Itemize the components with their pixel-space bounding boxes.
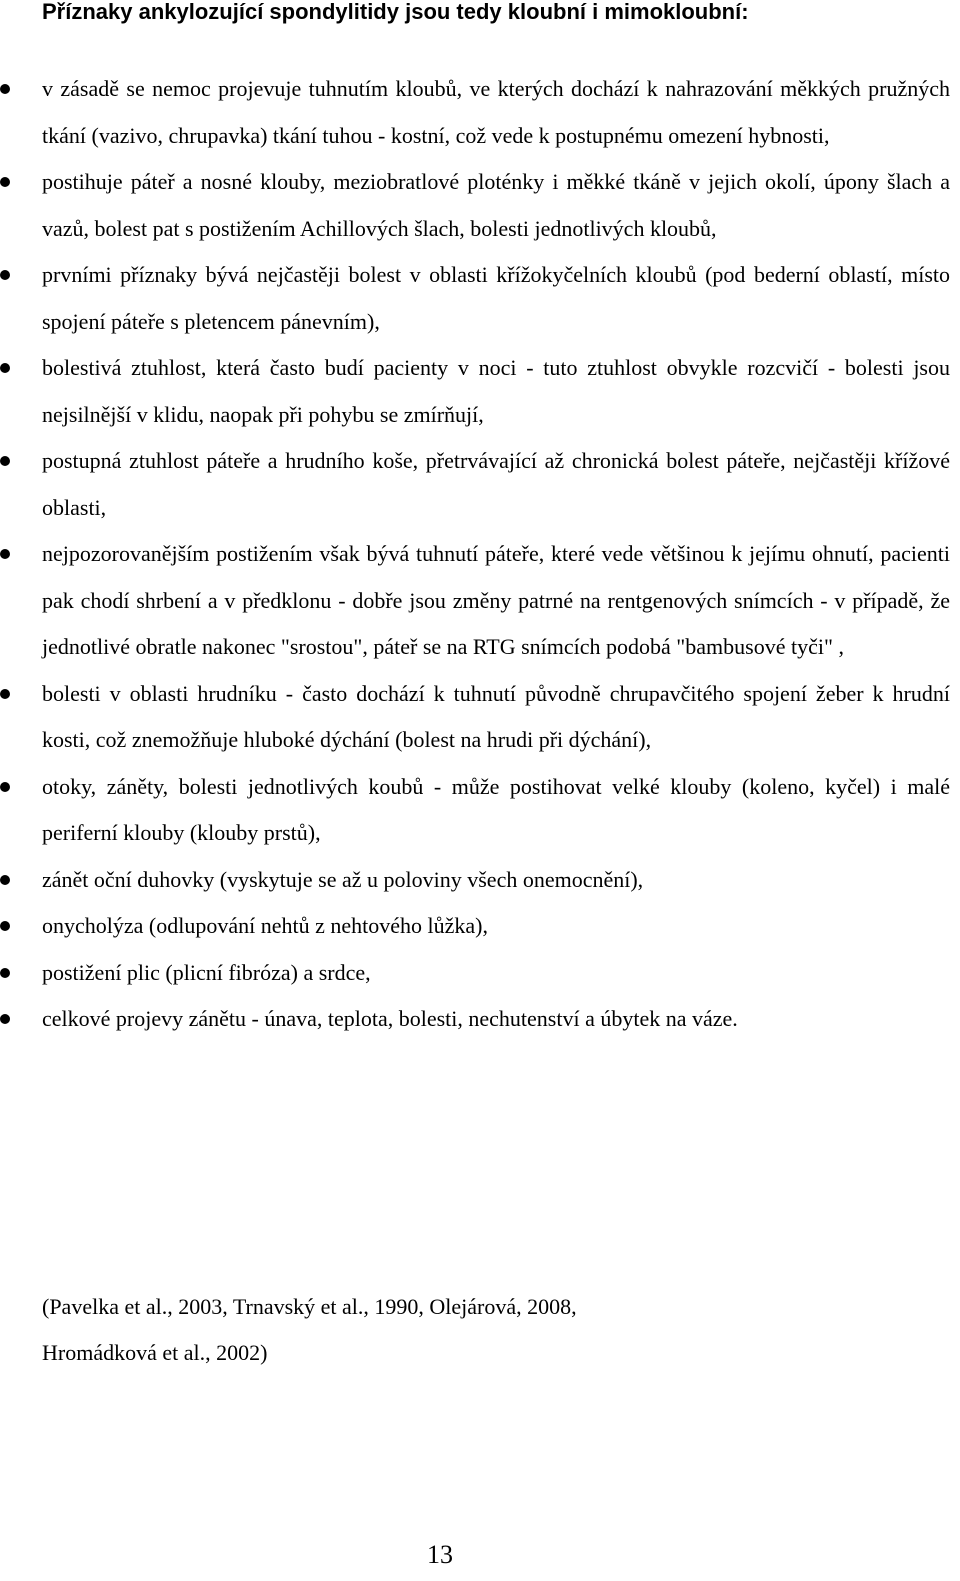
bullet-icon	[0, 689, 10, 699]
list-item	[0, 66, 950, 159]
list-item	[0, 950, 950, 997]
list-item-text: postižení plic (plicní fibróza) a srdce,	[42, 959, 371, 985]
list-item	[0, 996, 950, 1043]
bullet-icon	[0, 875, 10, 885]
bullet-icon	[0, 363, 10, 373]
list-item-text: otoky, záněty, bolesti jednotlivých koubů - může postihovat velké klouby (koleno, kyčel) i malé periferní klouby (klouby prstů),	[42, 773, 950, 845]
list-item	[0, 764, 950, 857]
citation-line-1: (Pavelka et al., 2003, Trnavský et al., 1990, Olejárová, 2008,	[42, 1294, 577, 1319]
list-item	[0, 531, 950, 671]
citation	[42, 1284, 922, 1376]
list-item-text: zánět oční duhovky (vyskytuje se až u poloviny všech onemocnění),	[42, 866, 644, 892]
bullet-icon	[0, 456, 10, 466]
list-item-text: nejpozorovanějším postižením však bývá tuhnutí páteře, které vede většinou k jejímu ohnutí, pacienti pak chodí shrbení a v předklonu - dobře jsou změny patrné na rentgenových snímcích - v případě, že jednotlivé obratle nakonec "srostou", páteř se na RTG snímcích podobá "bambusové tyči" ,	[42, 541, 950, 659]
bullet-icon	[0, 84, 10, 94]
list-item-text: postihuje páteř a nosné klouby, meziobratlové ploténky i měkké tkáně v jejich okolí, úpony šlach a vazů, bolest pat s postižením Achillových šlach, bolesti jednotlivých kloubů,	[42, 169, 950, 241]
citation-line-2: Hromádková et al., 2002)	[42, 1340, 268, 1365]
list-item-text: celkové projevy zánětu - únava, teplota, bolesti, nechutenství a úbytek na váze.	[42, 1006, 738, 1031]
list-item	[0, 903, 950, 950]
list-item	[0, 671, 950, 764]
bullet-icon	[0, 968, 10, 978]
list-item-text: prvními příznaky bývá nejčastěji bolest v oblasti křížokyčelních kloubů (pod bederní oblastí, místo spojení páteře s pletencem pánevním),	[42, 262, 950, 334]
list-item	[0, 857, 950, 904]
list-item-text: v zásadě se nemoc projevuje tuhnutím kloubů, ve kterých dochází k nahrazování měkkých pružných tkání (vazivo, chrupavka) tkání tuhou - kostní, což vede k postupnému omezení hybnosti,	[42, 76, 950, 148]
section-heading: Příznaky ankylozující spondylitidy jsou tedy kloubní i mimokloubní:	[42, 0, 749, 24]
list-item-text: bolesti v oblasti hrudníku - často dochází k tuhnutí původně chrupavčitého spojení žeber k hrudní kosti, což znemožňuje hluboké dýchání (bolest na hrudi při dýchání),	[42, 680, 950, 752]
list-item-text: postupná ztuhlost páteře a hrudního koše, přetrvávající až chronická bolest páteře, nejčastěji křížové oblasti,	[42, 448, 950, 520]
list-item	[0, 159, 950, 252]
bullet-icon	[0, 921, 10, 931]
bullet-icon	[0, 782, 10, 792]
page-number: 13	[427, 1540, 453, 1569]
bullet-icon	[0, 270, 10, 280]
list-item-text: bolestivá ztuhlost, která často budí pacienty v noci - tuto ztuhlost obvykle rozcvičí - bolesti jsou nejsilnější v klidu, naopak při pohybu se zmírňují,	[42, 355, 950, 427]
list-item	[0, 345, 950, 438]
list-item-text: onycholýza (odlupování nehtů z nehtového lůžka),	[42, 913, 488, 938]
bullet-icon	[0, 549, 10, 559]
bullet-icon	[0, 177, 10, 187]
list-item	[0, 438, 950, 531]
symptom-list	[0, 66, 960, 1043]
list-item	[0, 252, 950, 345]
bullet-icon	[0, 1014, 10, 1024]
